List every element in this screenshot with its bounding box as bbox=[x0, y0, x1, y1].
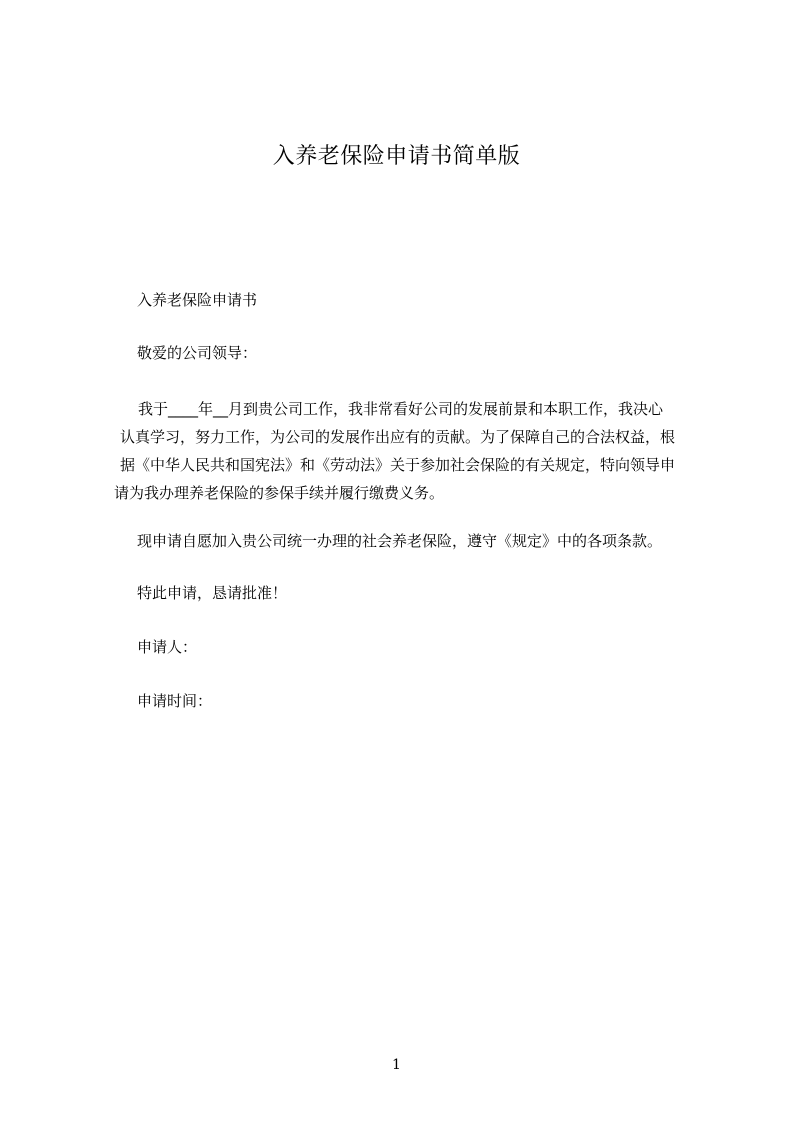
request-paragraph: 现申请自愿加入贵公司统一办理的社会养老保险，遵守《规定》中的各项条款。 bbox=[137, 532, 663, 550]
body-line: 据《中华人民共和国宪法》和《劳动法》关于参加社会保险的有关规定，特向领导申 bbox=[120, 456, 676, 474]
letter-heading: 入养老保险申请书 bbox=[137, 291, 258, 309]
salutation: 敬爱的公司领导： bbox=[137, 344, 258, 362]
page-number: 1 bbox=[392, 1057, 401, 1073]
document-title: 入养老保险申请书简单版 bbox=[272, 144, 521, 169]
closing-line: 特此申请，恳请批准！ bbox=[137, 584, 288, 602]
body-line: 我于____年__月到贵公司工作，我非常看好公司的发展前景和本职工作，我决心 bbox=[138, 400, 664, 418]
applicant-label: 申请人： bbox=[137, 638, 198, 656]
body-line: 认真学习，努力工作，为公司的发展作出应有的贡献。为了保障自己的合法权益，根 bbox=[120, 428, 676, 446]
date-label: 申请时间： bbox=[137, 692, 213, 710]
body-line: 请为我办理养老保险的参保手续并履行缴费义务。 bbox=[114, 484, 445, 502]
